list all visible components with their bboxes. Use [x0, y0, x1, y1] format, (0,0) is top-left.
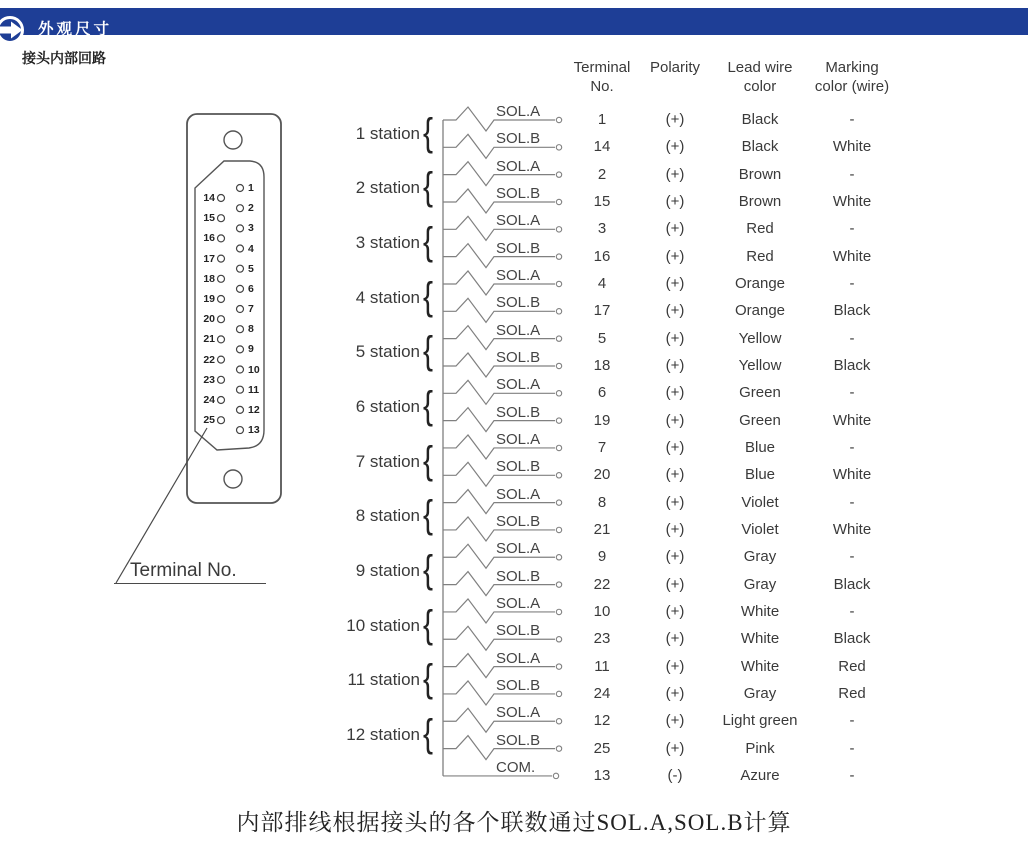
cell-marking_color: Black [833, 356, 871, 374]
coil-label: SOL.A [496, 594, 541, 612]
cell-marking_color: White [832, 411, 872, 429]
column-header: Terminal [573, 59, 631, 76]
pin-number-17: 17 [203, 252, 215, 265]
cell-terminal: 11 [594, 657, 610, 675]
pin-number-21: 21 [203, 333, 215, 346]
pin-11 [237, 386, 244, 393]
station-label-8: 8 station [355, 506, 420, 526]
cell-lead_wire_color: Yellow [738, 356, 782, 374]
cell-lead_wire_color: Gray [743, 575, 777, 593]
cell-marking_color: Black [833, 302, 871, 320]
cell-marking_color: Black [833, 575, 871, 593]
cell-marking_color: - [849, 712, 855, 730]
cell-polarity: (+) [665, 684, 685, 702]
pin-number-2: 2 [248, 202, 254, 215]
cell-terminal: 15 [593, 192, 611, 210]
cell-marking_color: - [849, 220, 855, 238]
cell-terminal: 24 [593, 684, 611, 702]
cell-lead_wire_color: Violet [741, 493, 779, 511]
column-header: No. [590, 78, 614, 95]
station-label-4: 4 station [355, 287, 420, 307]
coil-label: SOL.B [496, 239, 541, 257]
pin-10 [237, 366, 244, 373]
cell-lead_wire_color: White [740, 630, 780, 648]
cell-polarity: (+) [665, 111, 685, 128]
pin-number-19: 19 [203, 293, 215, 305]
cell-marking_color: - [849, 548, 855, 566]
pin-5 [237, 265, 244, 272]
station-brace-icon: { [423, 439, 434, 483]
coil-label: SOL.A [496, 540, 541, 558]
station-brace-icon: { [423, 548, 434, 592]
coil-label: SOL.B [496, 567, 541, 585]
coil-label: SOL.B [496, 731, 541, 749]
cell-lead_wire_color: Yellow [738, 329, 782, 347]
column-header: Polarity [649, 59, 701, 76]
cell-terminal: 1 [597, 111, 607, 128]
cell-lead_wire_color: Pink [745, 739, 775, 757]
cell-terminal: 6 [597, 384, 607, 402]
cell-terminal: 8 [597, 493, 607, 511]
cell-lead_wire_color: Brown [738, 192, 782, 210]
station-label-6: 6 station [355, 396, 420, 416]
station-brace-icon: { [423, 166, 434, 210]
cell-marking_color: White [832, 192, 872, 210]
cell-marking_color: - [849, 165, 855, 183]
station-brace-icon: { [423, 330, 434, 374]
cell-marking_color: White [832, 520, 872, 538]
cell-polarity: (+) [665, 356, 685, 374]
cell-polarity: (+) [665, 739, 685, 757]
cell-marking_color: White [832, 247, 872, 265]
pin-number-8: 8 [248, 323, 254, 336]
pin-23 [218, 376, 225, 383]
cell-lead_wire_color: Gray [743, 548, 777, 566]
coil-label: SOL.A [496, 376, 541, 394]
cell-lead_wire_color: Brown [738, 165, 782, 183]
cell-polarity: (+) [665, 657, 685, 675]
pin-number-13: 13 [248, 424, 260, 437]
cell-polarity: (+) [665, 493, 685, 511]
pin-number-20: 20 [203, 313, 215, 326]
cell-lead_wire_color: Black [741, 111, 779, 128]
cell-polarity: (+) [665, 575, 685, 593]
cell-lead_wire_color: White [740, 602, 780, 620]
station-label-9: 9 station [355, 560, 420, 580]
cell-marking_color: - [849, 274, 855, 292]
station-label-5: 5 station [355, 342, 420, 362]
pin-14 [218, 195, 225, 202]
coil-label: SOL.A [496, 212, 541, 230]
coil-label: SOL.B [496, 512, 541, 530]
column-header: Marking [825, 59, 879, 76]
cell-polarity: (+) [665, 438, 685, 456]
cell-terminal: 13 [593, 766, 611, 784]
connector-bottom-mounting-hole [224, 470, 242, 488]
cell-marking_color: White [832, 138, 872, 156]
station-label-11: 11 station [347, 670, 420, 690]
coil-label: SOL.A [496, 157, 541, 175]
station-label-3: 3 station [355, 232, 420, 252]
coil-label: SOL.A [496, 103, 541, 120]
pin-number-6: 6 [248, 282, 254, 295]
cell-marking_color: - [849, 438, 855, 456]
column-header: color (wire) [814, 78, 890, 95]
pin-19 [218, 296, 225, 303]
station-brace-icon: { [423, 494, 434, 538]
pin-number-24: 24 [203, 394, 215, 406]
cell-terminal: 5 [597, 329, 607, 347]
station-brace-icon: { [423, 111, 434, 155]
terminal-no-label: Terminal No. [130, 560, 237, 581]
cell-polarity: (+) [665, 165, 685, 183]
cell-polarity: (+) [665, 602, 685, 620]
cell-terminal: 10 [593, 602, 611, 620]
cell-terminal: 21 [593, 520, 611, 538]
cell-terminal: 14 [593, 138, 611, 156]
cell-lead_wire_color: Red [746, 247, 774, 265]
pin-6 [237, 285, 244, 292]
pin-number-11: 11 [248, 383, 260, 396]
cell-marking_color: - [849, 329, 855, 347]
cell-terminal: 9 [597, 548, 607, 566]
section-header-bar [0, 8, 1028, 38]
cell-terminal: 25 [593, 739, 611, 757]
coil-label: SOL.B [496, 348, 541, 366]
station-brace-icon: { [423, 658, 434, 702]
station-brace-icon: { [423, 220, 434, 264]
cell-marking_color: Red [838, 657, 866, 675]
station-brace-icon: { [423, 384, 434, 428]
cell-lead_wire_color: Green [739, 384, 781, 402]
station-label-10: 10 station [346, 615, 420, 635]
cell-terminal: 17 [593, 302, 611, 320]
cell-polarity: (+) [665, 302, 685, 320]
cell-lead_wire_color: Azure [740, 766, 780, 784]
coil-label: SOL.A [496, 704, 541, 722]
coil-label: SOL.B [496, 130, 541, 148]
cell-terminal: 23 [593, 630, 611, 648]
pin-21 [218, 336, 225, 343]
pin-number-5: 5 [248, 262, 254, 275]
cell-polarity: (+) [665, 712, 685, 730]
station-label-7: 7 station [355, 451, 420, 471]
pin-number-1: 1 [248, 182, 254, 194]
pin-8 [237, 326, 244, 333]
pin-9 [237, 346, 244, 353]
cell-marking_color: - [849, 493, 855, 511]
cell-terminal: 7 [597, 438, 607, 456]
coil-label: SOL.B [496, 458, 541, 476]
cell-polarity: (+) [665, 138, 685, 156]
pin-number-25: 25 [203, 414, 215, 427]
pin-22 [218, 356, 225, 363]
pin-17 [218, 255, 225, 262]
cell-polarity: (+) [665, 630, 685, 648]
pin-1 [237, 185, 244, 192]
cell-lead_wire_color: Green [739, 411, 781, 429]
pin-number-15: 15 [203, 212, 215, 225]
cell-marking_color: White [832, 466, 872, 484]
pin-3 [237, 225, 244, 232]
cell-polarity: (+) [665, 247, 685, 265]
cell-marking_color: Black [833, 630, 871, 648]
cell-marking_color: - [849, 739, 855, 757]
pin-25 [218, 417, 225, 424]
subsection-label: 接头内部回路 [22, 52, 106, 67]
cell-lead_wire_color: Blue [744, 466, 776, 484]
cell-polarity: (-) [667, 766, 683, 784]
pin-13 [237, 427, 244, 434]
arrow-circle-icon [0, 11, 31, 49]
cell-lead_wire_color: Light green [722, 712, 798, 730]
cell-lead_wire_color: Gray [743, 684, 777, 702]
coil-label: SOL.B [496, 676, 541, 694]
cell-polarity: (+) [665, 274, 685, 292]
coil-label: SOL.A [496, 430, 541, 448]
pin-number-23: 23 [203, 373, 215, 386]
cell-lead_wire_color: Orange [734, 302, 786, 320]
pin-number-9: 9 [248, 343, 254, 356]
cell-terminal: 19 [593, 411, 611, 429]
cell-lead_wire_color: Orange [734, 274, 786, 292]
cell-lead_wire_color: Red [746, 220, 774, 238]
pin-2 [237, 205, 244, 212]
cell-polarity: (+) [665, 411, 685, 429]
cell-polarity: (+) [665, 466, 685, 484]
cell-polarity: (+) [665, 384, 685, 402]
pin-number-14: 14 [203, 192, 215, 204]
cell-terminal: 2 [597, 165, 607, 183]
pin-number-22: 22 [203, 353, 215, 366]
cell-terminal: 22 [593, 575, 611, 593]
pin-number-4: 4 [248, 242, 254, 255]
cell-lead_wire_color: Black [741, 138, 779, 156]
cell-marking_color: - [849, 602, 855, 620]
cell-polarity: (+) [665, 192, 685, 210]
coil-label: SOL.A [496, 266, 541, 284]
station-brace-icon: { [423, 712, 434, 756]
cell-marking_color: - [849, 111, 855, 128]
pin-7 [237, 306, 244, 313]
footnote: 内部排线根据接头的各个联数通过SOL.A,SOL.B计算 [236, 810, 792, 835]
cell-marking_color: - [849, 766, 855, 784]
station-brace-icon: { [423, 603, 434, 647]
pin-12 [237, 406, 244, 413]
common-label: COM. [496, 758, 536, 776]
cell-terminal: 18 [593, 356, 611, 374]
station-label-1: 1 station [355, 123, 420, 143]
pin-4 [237, 245, 244, 252]
pin-number-7: 7 [248, 303, 254, 316]
pin-18 [218, 275, 225, 282]
coil-label: SOL.B [496, 403, 541, 421]
coil-label: SOL.A [496, 321, 541, 339]
pin-number-16: 16 [203, 232, 215, 245]
terminal-label-underline [114, 583, 266, 584]
column-header: color [743, 78, 777, 95]
pin-16 [218, 235, 225, 242]
station-label-2: 2 station [355, 178, 420, 198]
coil-label: SOL.A [496, 649, 541, 667]
cell-terminal: 20 [593, 466, 611, 484]
coil-label: SOL.B [496, 622, 541, 640]
cell-polarity: (+) [665, 520, 685, 538]
connector-top-mounting-hole [224, 131, 242, 149]
cell-lead_wire_color: White [740, 657, 780, 675]
column-header: Lead wire [727, 59, 793, 76]
cell-polarity: (+) [665, 220, 685, 238]
coil-label: SOL.B [496, 184, 541, 202]
station-label-12: 12 station [346, 724, 420, 744]
cell-terminal: 3 [597, 220, 607, 238]
pin-number-3: 3 [248, 222, 254, 235]
cell-lead_wire_color: Violet [741, 520, 779, 538]
pin-number-18: 18 [203, 272, 215, 285]
cell-marking_color: Red [838, 684, 866, 702]
section-title: 外观尺寸 [38, 21, 113, 38]
pin-24 [218, 397, 225, 404]
pin-number-12: 12 [248, 403, 260, 416]
cell-polarity: (+) [665, 329, 685, 347]
cell-terminal: 16 [593, 247, 611, 265]
cell-terminal: 4 [597, 274, 607, 292]
cell-marking_color: - [849, 384, 855, 402]
cell-lead_wire_color: Blue [744, 438, 776, 456]
coil-label: SOL.B [496, 294, 541, 312]
cell-terminal: 12 [593, 712, 611, 730]
pin-15 [218, 215, 225, 222]
cell-polarity: (+) [665, 548, 685, 566]
station-brace-icon: { [423, 275, 434, 319]
pin-number-10: 10 [248, 363, 260, 376]
coil-label: SOL.A [496, 485, 541, 503]
pin-20 [218, 316, 225, 323]
